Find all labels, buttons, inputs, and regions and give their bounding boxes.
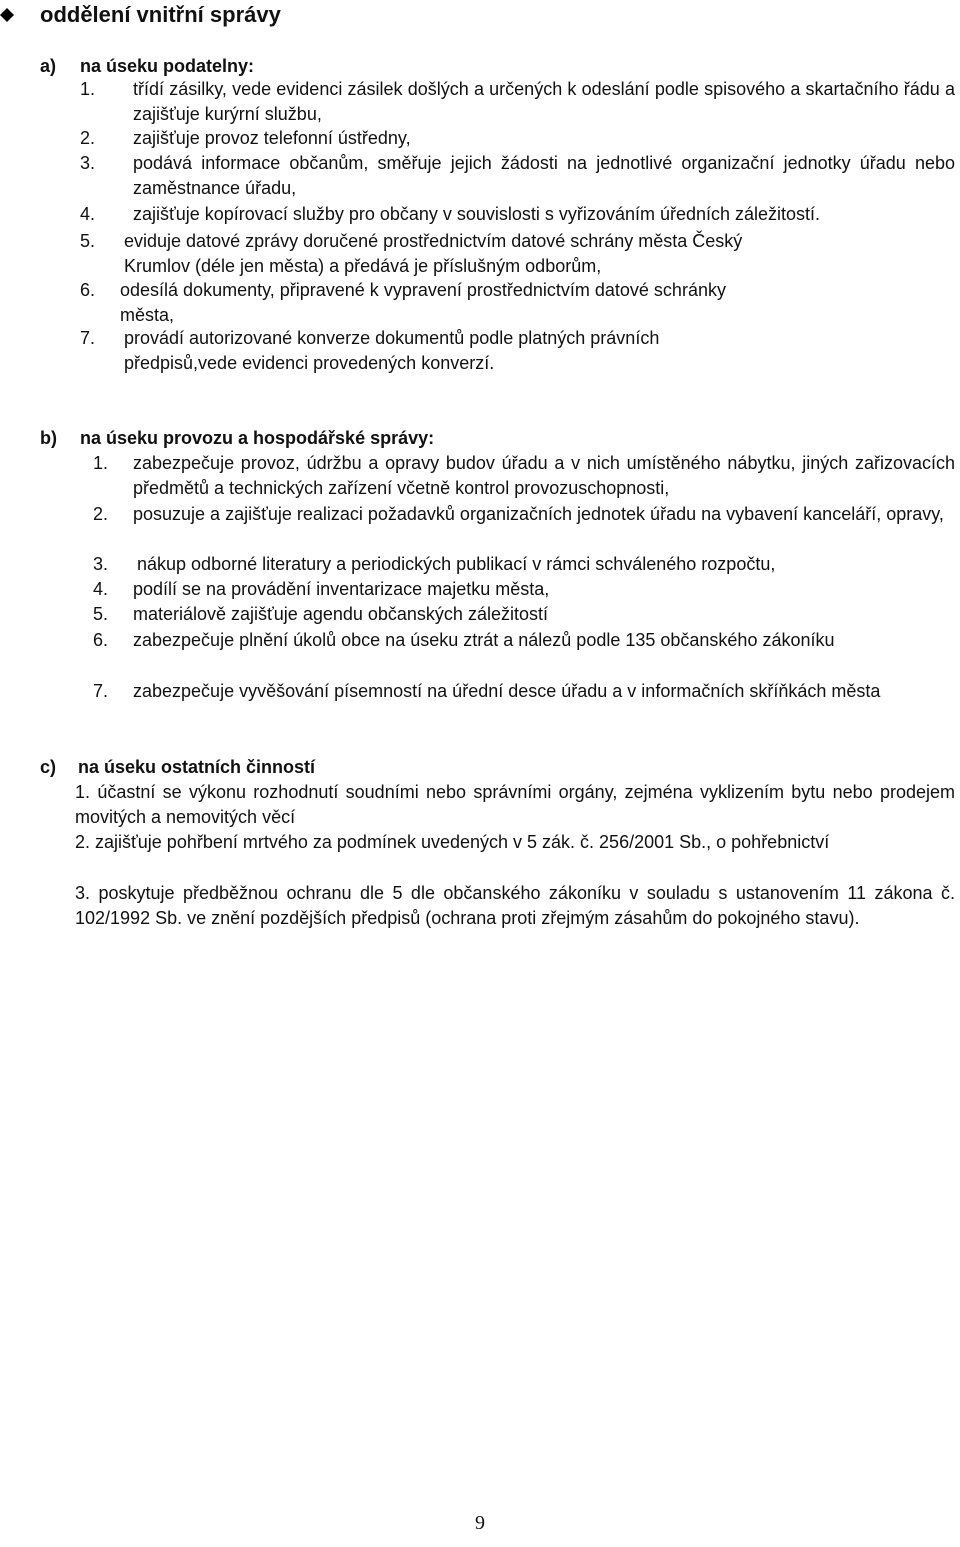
section-b-title	[40, 427, 434, 449]
list-item: 4. zajišťuje kopírovací služby pro občany v souvislosti s vyřizováním úředních záležitostí.	[80, 204, 821, 224]
section-c-title	[40, 756, 315, 778]
section-heading	[0, 2, 281, 28]
list-item: 6. zabezpečuje plnění úkolů obce na úseku ztrát a nálezů podle 135 občanského zákoníku	[93, 630, 835, 650]
section-title-text: na úseku podatelny:	[80, 56, 255, 76]
list-item: 5. eviduje datové zprávy doručené prostřednictvím datové schrány města Český Krumlov (déle jen města) a předává je příslušným odborům,	[80, 231, 743, 276]
section-a-title	[40, 55, 254, 77]
section-title-text: na úseku provozu a hospodářské správy:	[80, 428, 435, 448]
section-letter: a)	[40, 56, 57, 76]
list-item: 5. materiálově zajišťuje agendu občanských záležitostí	[93, 604, 548, 624]
list-item: 1. účastní se výkonu rozhodnutí soudními nebo správními orgány, zejména vyklizením bytu nebo prodejem movitých a nemovitých věcí	[75, 782, 955, 827]
list-item: 3. podává informace občanům, směřuje jejich žádosti na jednotlivé organizační jednotky úřadu nebo zaměstnance úřadu,	[80, 153, 955, 198]
diamond-bullet-icon	[0, 8, 14, 22]
page-number: 9	[475, 1512, 485, 1534]
list-item: 1. zabezpečuje provoz, údržbu a opravy budov úřadu a v nich umístěného nábytku, jiných zařizovacích předmětů a technických zařízení včetně kontrol provozuschopnosti,	[93, 453, 955, 498]
list-item: 2. zajišťuje provoz telefonní ústředny,	[80, 128, 411, 148]
list-item: 6. odesílá dokumenty, připravené k vypravení prostřednictvím datové schránky města,	[80, 280, 726, 325]
section-title-text: na úseku ostatních činností	[78, 757, 316, 777]
heading-text: oddělení vnitřní správy	[40, 2, 281, 27]
list-item: 7. provádí autorizované konverze dokumentů podle platných právních předpisů,vede evidenci provedených konverzí.	[80, 328, 660, 373]
list-item: 2. posuzuje a zajišťuje realizaci požadavků organizačních jednotek úřadu na vybavení kanceláří, opravy,	[93, 504, 944, 524]
section-letter: c)	[40, 757, 57, 777]
list-item: 7. zabezpečuje vyvěšování písemností na úřední desce úřadu a v informačních skříňkách města	[93, 681, 881, 701]
list-item: 2. zajišťuje pohřbení mrtvého za podmínek uvedených v 5 zák. č. 256/2001 Sb., o pohřebnictví	[75, 832, 830, 852]
list-item: 3. poskytuje předběžnou ochranu dle 5 dle občanského zákoníku v souladu s ustanovením 11 zákona č. 102/1992 Sb. ve znění pozdějších předpisů (ochrana proti zřejmým zásahům do pokojného stavu).	[75, 883, 955, 928]
list-item: 1. třídí zásilky, vede evidenci zásilek došlých a určených k odeslání podle spisového a skartačního řádu a zajišťuje kurýrní službu,	[80, 79, 955, 124]
list-item: 3. nákup odborné literatury a periodických publikací v rámci schváleného rozpočtu,	[93, 554, 776, 574]
list-item: 4. podílí se na provádění inventarizace majetku města,	[93, 579, 550, 599]
section-letter: b)	[40, 428, 57, 448]
